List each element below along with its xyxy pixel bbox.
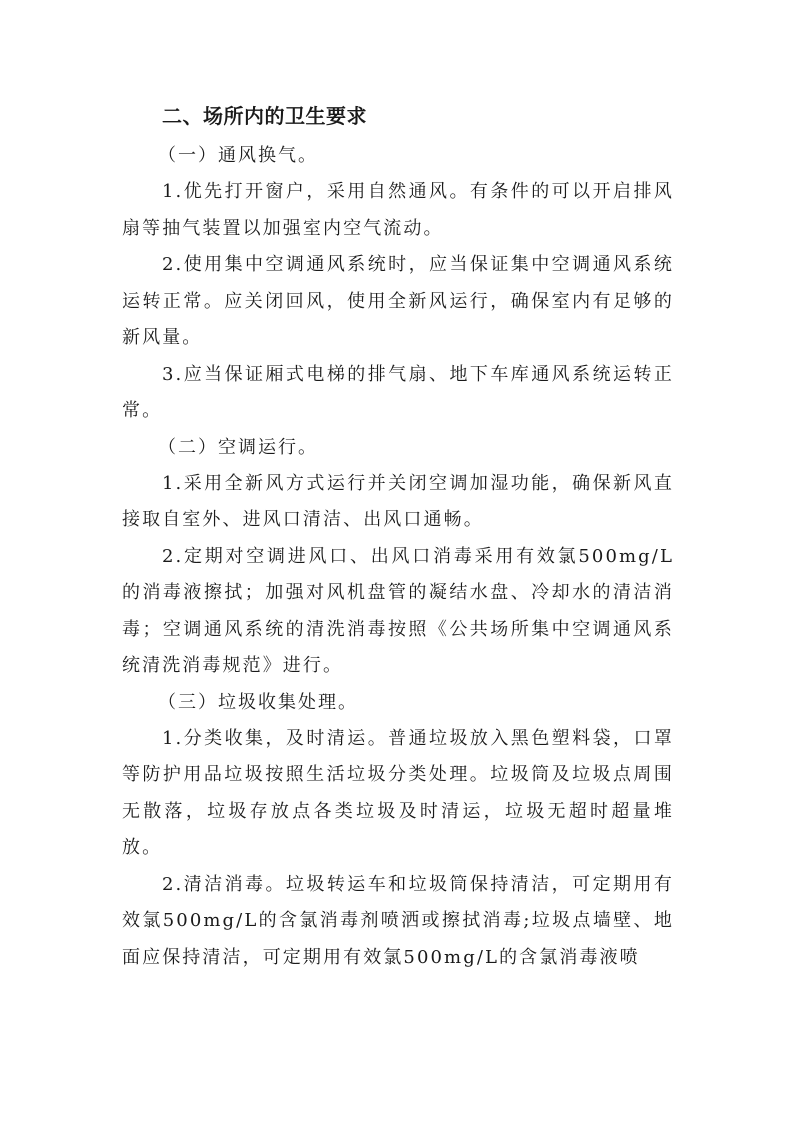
paragraph: 3.应当保证厢式电梯的排气扇、地下车库通风系统运转正常。 (122, 363, 674, 421)
subsection-title-garbage: （三）垃圾收集处理。 (158, 691, 358, 713)
paragraph: 1.分类收集，及时清运。普通垃圾放入黑色塑料袋，口罩等防护用品垃圾按照生活垃圾分类处理。垃圾筒及垃圾点周围无散落，垃圾存放点各类垃圾及时清运，垃圾无超时超量堆放。 (122, 727, 674, 858)
document-body (122, 100, 674, 976)
paragraph: 2.使用集中空调通风系统时，应当保证集中空调通风系统运转正常。应关闭回风，使用全新风运行，确保室内有足够的新风量。 (122, 254, 674, 348)
subsection-title-air-conditioning: （二）空调运行。 (158, 436, 318, 458)
paragraph: 1.优先打开窗户，采用自然通风。有条件的可以开启排风扇等抽气装置以加强室内空气流动。 (122, 181, 674, 239)
paragraph: 2.定期对空调进风口、出风口消毒采用有效氯500mg/L的消毒液擦拭；加强对风机盘管的凝结水盘、冷却水的清洁消毒；空调通风系统的清洗消毒按照《公共场所集中空调通风系统清洗消毒规范》进行。 (122, 545, 674, 676)
section-heading: 二、场所内的卫生要求 (162, 104, 367, 128)
paragraph: 1.采用全新风方式运行并关闭空调加湿功能，确保新风直接取自室外、进风口清洁、出风口通畅。 (122, 472, 674, 530)
paragraph: 2.清洁消毒。垃圾转运车和垃圾筒保持清洁，可定期用有效氯500mg/L的含氯消毒剂喷洒或擦拭消毒;垃圾点墙壁、地面应保持清洁，可定期用有效氯500mg/L的含氯消毒液喷 (122, 873, 674, 968)
subsection-title-ventilation: （一）通风换气。 (158, 145, 318, 166)
